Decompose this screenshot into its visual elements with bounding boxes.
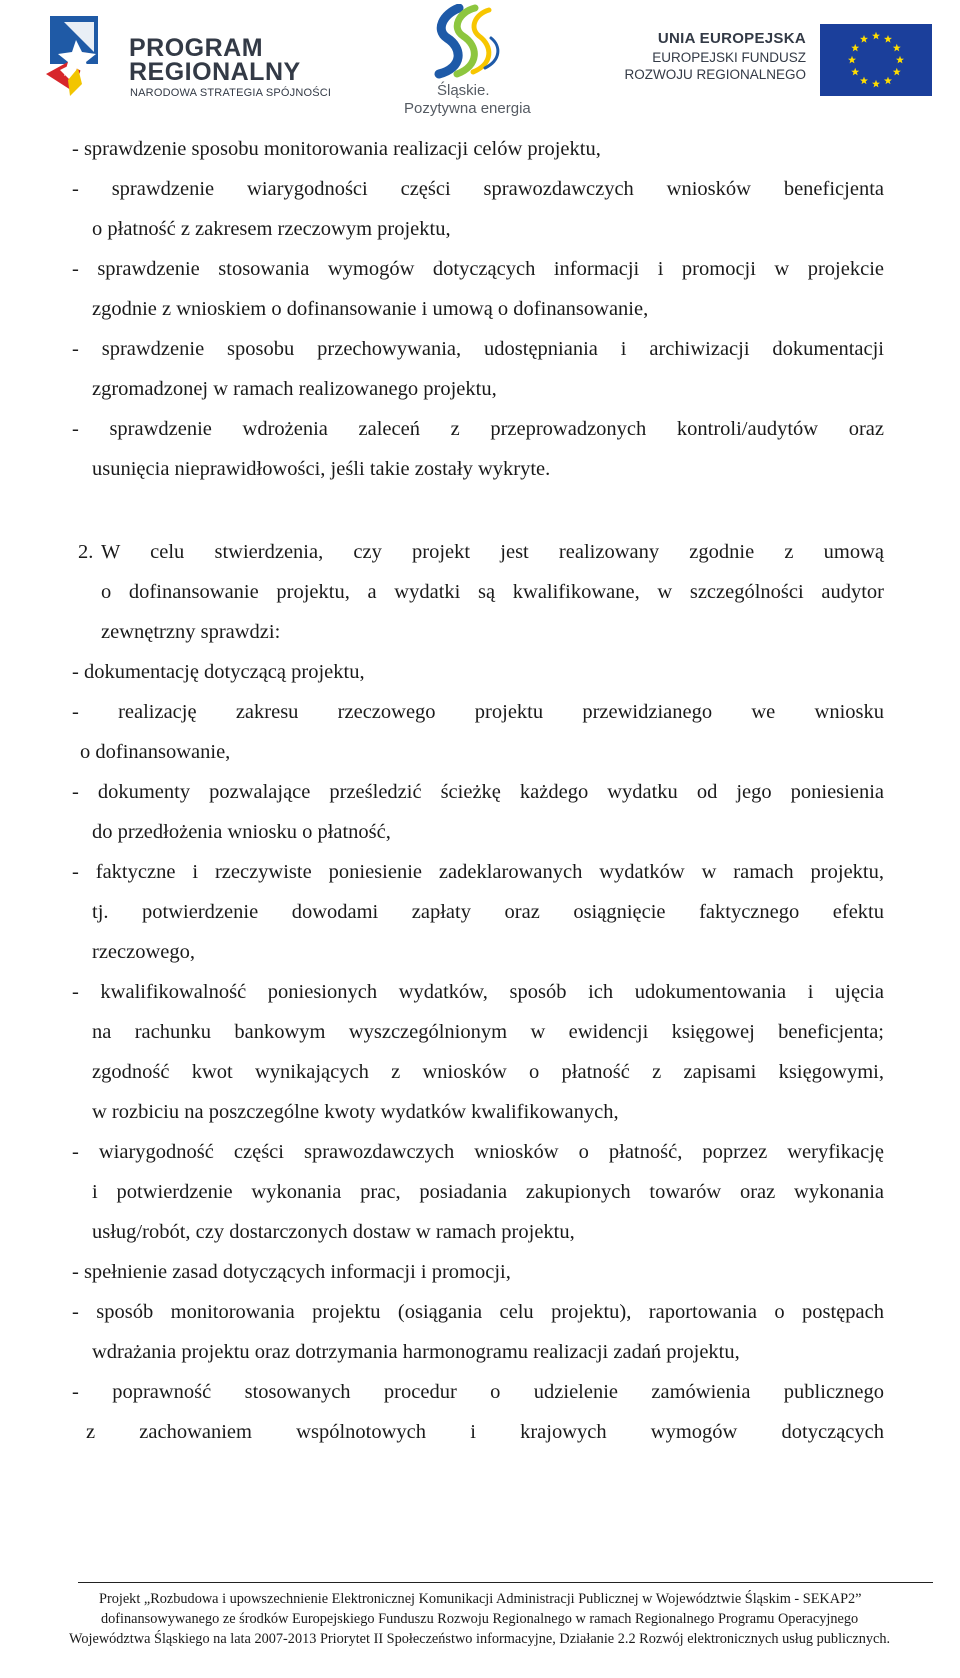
document-line: na rachunku bankowym wyszczególnionym w ewidencji księgowej beneficjenta; xyxy=(92,1021,884,1043)
document-line: i potwierdzenie wykonania prac, posiadania zakupionych towarów oraz wykonania xyxy=(92,1181,884,1203)
document-line: - dokumentację dotyczącą projektu, xyxy=(72,661,365,683)
document-line: - sprawdzenie wdrożenia zaleceń z przeprowadzonych kontroli/audytów oraz xyxy=(72,418,884,440)
slaskie-logo-title: Śląskie. xyxy=(437,82,490,99)
document-line: zgodnie z wnioskiem o dofinansowanie i umową o dofinansowanie, xyxy=(92,298,649,320)
eu-flag-icon xyxy=(820,24,932,96)
footer-line: Województwa Śląskiego na lata 2007-2013 Priorytet II Społeczeństwo informacyjne, Działanie 2.2 Rozwój elektronicznych usług publicznych. xyxy=(69,1631,891,1647)
document-line: usunięcia nieprawidłowości, jeśli takie zostały wykryte. xyxy=(92,458,551,480)
eu-logo xyxy=(620,24,940,104)
document-line: - poprawność stosowanych procedur o udzielenie zamówienia publicznego xyxy=(72,1381,884,1403)
eu-logo-line3: ROZWOJU REGIONALNEGO xyxy=(624,67,806,82)
document-line: - sprawdzenie sposobu monitorowania realizacji celów projektu, xyxy=(72,138,601,160)
footer-divider xyxy=(78,1582,933,1583)
document-line: - spełnienie zasad dotyczących informacji i promocji, xyxy=(72,1261,511,1283)
document-line: zgromadzonej w ramach realizowanego projektu, xyxy=(92,378,497,400)
document-line: do przedłożenia wniosku o płatność, xyxy=(92,821,391,843)
document-line: - sposób monitorowania projektu (osiągania celu projektu), raportowania o postępach xyxy=(72,1301,884,1323)
footer-line: dofinansowywanego ze środków Europejskiego Funduszu Rozwoju Regionalnego w ramach Regionalnego Programu Operacyjnego xyxy=(101,1611,859,1627)
document-line: w rozbiciu na poszczególne kwoty wydatków kwalifikowanych, xyxy=(92,1101,619,1123)
document-line: usług/robót, czy dostarczonych dostaw w ramach projektu, xyxy=(92,1221,575,1243)
header-logos xyxy=(0,0,960,130)
document-line: o płatność z zakresem rzeczowym projektu, xyxy=(92,218,451,240)
document-line: zgodność kwot wynikających z wniosków o płatność z zapisami księgowymi, xyxy=(92,1061,884,1083)
point-2-line: zewnętrzny sprawdzi: xyxy=(101,621,281,643)
footer-line: Projekt „Rozbudowa i upowszechnienie Elektronicznej Komunikacji Administracji Publicznej w Województwie Śląskim - SEKAP2” xyxy=(99,1591,862,1607)
document-line: - sprawdzenie sposobu przechowywania, udostępniania i archiwizacji dokumentacji xyxy=(72,338,884,360)
document-line: - sprawdzenie wiarygodności części sprawozdawczych wniosków beneficjenta xyxy=(72,178,884,200)
document-line: - sprawdzenie stosowania wymogów dotyczących informacji i promocji w projekcie xyxy=(72,258,884,280)
eu-logo-line1: UNIA EUROPEJSKA xyxy=(657,30,806,47)
document-line: tj. potwierdzenie dowodami zapłaty oraz osiągnięcie faktycznego efektu xyxy=(92,901,884,923)
document-line: o dofinansowanie, xyxy=(80,741,231,763)
document-line: - wiarygodność części sprawozdawczych wniosków o płatność, poprzez weryfikację xyxy=(72,1141,884,1163)
silesia-wave-icon xyxy=(433,4,505,80)
point-2-line: o dofinansowanie projektu, a wydatki są kwalifikowane, w szczególności audytor xyxy=(101,581,884,603)
document-line: wdrażania projektu oraz dotrzymania harmonogramu realizacji zadań projektu, xyxy=(92,1341,740,1363)
program-regionalny-star-icon xyxy=(46,12,126,107)
document-line: - kwalifikowalność poniesionych wydatków, sposób ich udokumentowania i ujęcia xyxy=(72,981,884,1003)
eu-logo-line2: EUROPEJSKI FUNDUSZ xyxy=(652,50,806,65)
program-logo-line2: REGIONALNY xyxy=(129,58,301,86)
point-2-line: W celu stwierdzenia, czy projekt jest realizowany zgodnie z umową xyxy=(101,541,884,563)
document-line: z zachowaniem wspólnotowych i krajowych wymogów dotyczących xyxy=(86,1421,884,1443)
slaskie-logo xyxy=(393,4,543,122)
document-line: - faktyczne i rzeczywiste poniesienie zadeklarowanych wydatków w ramach projektu, xyxy=(72,861,884,883)
program-regionalny-logo xyxy=(46,12,346,107)
document-line: - realizację zakresu rzeczowego projektu przewidzianego we wniosku xyxy=(72,701,884,723)
point-2-number: 2. xyxy=(78,541,94,563)
program-logo-line3: NARODOWA STRATEGIA SPÓJNOŚCI xyxy=(130,87,332,99)
slaskie-logo-slogan: Pozytywna energia xyxy=(404,100,531,117)
program-logo-line1: PROGRAM xyxy=(129,34,264,62)
document-line: rzeczowego, xyxy=(92,941,196,963)
document-line: - dokumenty pozwalające prześledzić ścieżkę każdego wydatku od jego poniesienia xyxy=(72,781,884,803)
